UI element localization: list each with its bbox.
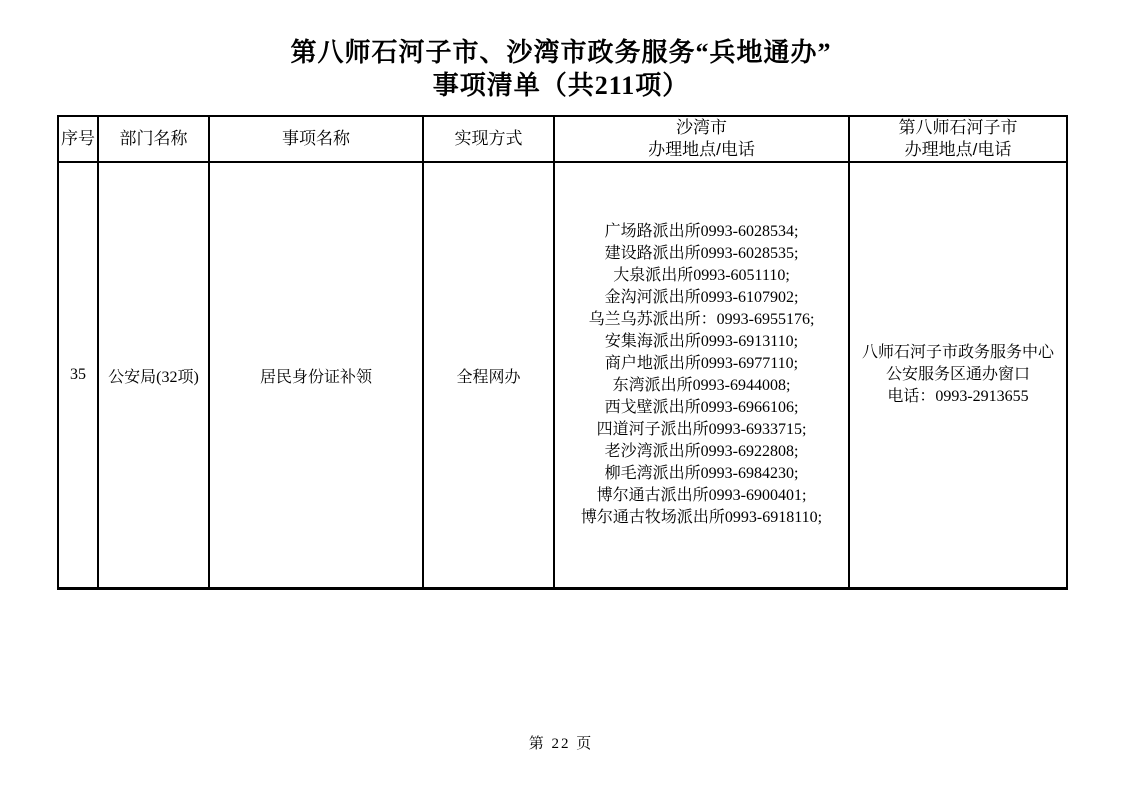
- contact-line: 老沙湾派出所0993-6922808;: [604, 443, 799, 460]
- contact-line: 公安服务区通办窗口: [885, 366, 1030, 383]
- header-method: 实现方式: [423, 116, 554, 162]
- header-shihezi-line-1: 第八师石河子市: [898, 118, 1018, 137]
- header-seq: 序号: [58, 116, 98, 162]
- contact-line: 乌兰乌苏派出所：0993-6955176;: [588, 311, 815, 328]
- header-department: 部门名称: [98, 116, 209, 162]
- table-row: [58, 162, 1067, 589]
- cell-item: 居民身份证补领: [209, 162, 423, 589]
- contact-line: 西戈壁派出所0993-6966106;: [604, 399, 799, 416]
- contact-line: 商户地派出所0993-6977110;: [604, 355, 799, 372]
- contact-line: 建设路派出所0993-6028535;: [604, 245, 799, 262]
- contact-line: 大泉派出所0993-6051110;: [613, 267, 790, 284]
- service-items-table: [57, 115, 1068, 590]
- title-line-2: 事项清单（共211项）: [432, 71, 690, 100]
- contact-line: 博尔通古牧场派出所0993-6918110;: [580, 509, 823, 526]
- page-number: 第 22 页: [528, 736, 594, 752]
- header-shawan: [554, 116, 849, 162]
- contact-line: 柳毛湾派出所0993-6984230;: [604, 465, 799, 482]
- contact-line: 东湾派出所0993-6944008;: [612, 377, 791, 394]
- table-header-row: [58, 116, 1067, 162]
- header-shawan-line-2: 办理地点/电话: [648, 140, 755, 159]
- header-shihezi: [849, 116, 1067, 162]
- header-shawan-line-1: 沙湾市: [676, 118, 727, 137]
- contact-line: 博尔通古派出所0993-6900401;: [596, 487, 807, 504]
- document-title: [0, 36, 1122, 102]
- cell-method: 全程网办: [423, 162, 554, 589]
- cell-department: 公安局(32项): [98, 162, 209, 589]
- contact-line: 金沟河派出所0993-6107902;: [604, 289, 799, 306]
- contact-line: 广场路派出所0993-6028534;: [604, 223, 799, 240]
- contact-line: 八师石河子市政务服务中心: [861, 344, 1054, 361]
- header-shihezi-line-2: 办理地点/电话: [904, 140, 1012, 159]
- contact-line: 安集海派出所0993-6913110;: [604, 333, 799, 350]
- title-line-1: 第八师石河子市、沙湾市政务服务“兵地通办”: [290, 38, 832, 67]
- contact-line: 四道河子派出所0993-6933715;: [596, 421, 807, 438]
- cell-seq: 35: [58, 162, 98, 589]
- header-item: 事项名称: [209, 116, 423, 162]
- contact-line: 电话：0993-2913655: [887, 388, 1029, 405]
- cell-shawan-contacts: [554, 162, 849, 589]
- cell-shihezi-contacts: [849, 162, 1067, 589]
